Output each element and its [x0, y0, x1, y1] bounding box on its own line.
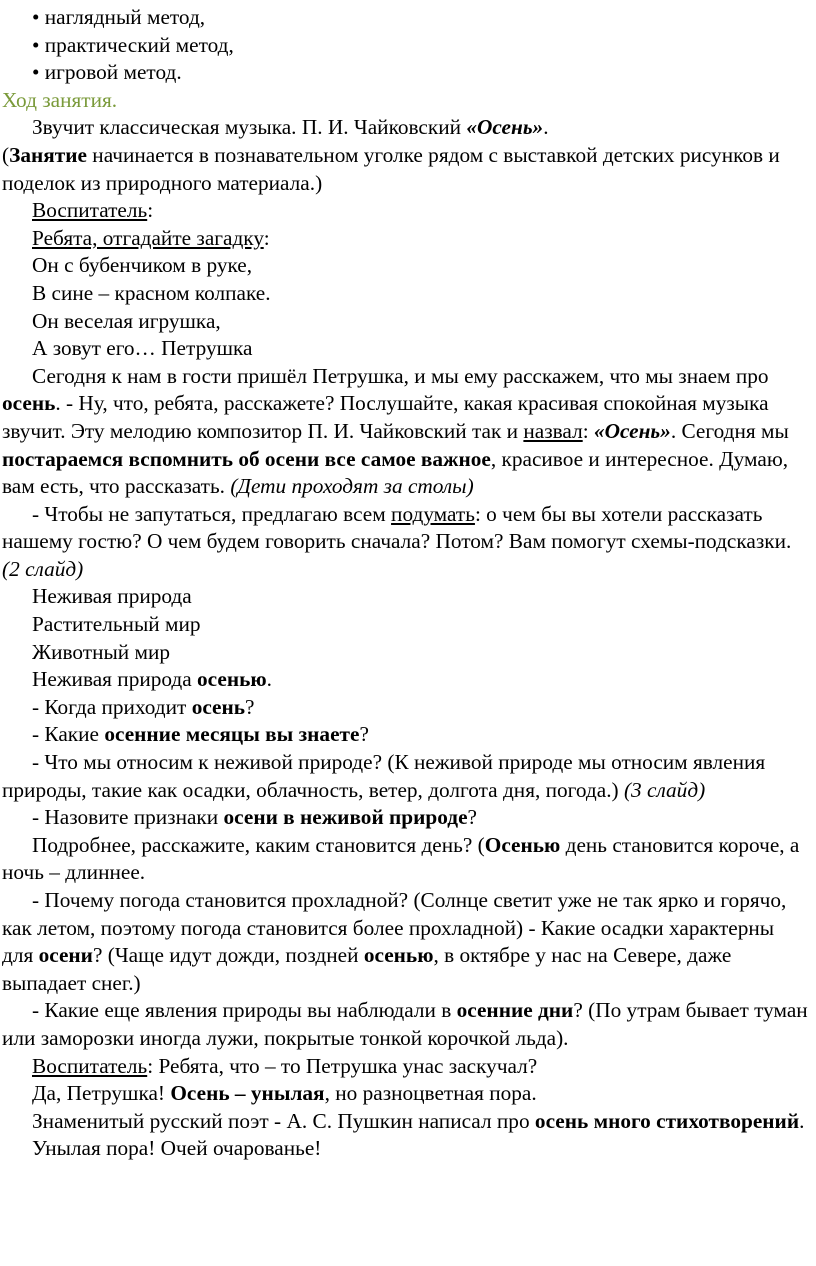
bold-text: осенние дни	[456, 998, 574, 1023]
colon: :	[263, 225, 270, 250]
intro-bold: Занятие	[9, 142, 87, 167]
music-end: .	[543, 115, 549, 140]
riddle-line: Он с бубенчиком в руке,	[32, 253, 253, 278]
intro-note	[2, 142, 808, 197]
riddle-line: В сине – красном колпаке.	[32, 280, 271, 305]
intro-rest: начинается в познавательном уголке рядом с выставкой детских рисунков и поделок из природного материала.)	[2, 142, 780, 195]
text: .	[799, 1108, 805, 1133]
text: ?	[245, 694, 255, 719]
text: - Почему погода становится прохладной? (Солнце светит уже не так ярко и горячо, как летом, поэтому погода становится более прохладной) - Какие осадки характерны для	[2, 888, 787, 968]
text: - Что мы относим к неживой природе? (К неживой природе мы относим явления природы, такие как осадки, облачность, ветер, долгота дня, погода.)	[2, 750, 766, 802]
bold-text: Осенью	[484, 832, 561, 857]
bold-text: постараемся вспомнить об осени все самое важное	[2, 446, 491, 471]
music-work: «Осень»	[466, 115, 544, 140]
question-when	[2, 694, 808, 722]
teacher-label: Воспитатель	[32, 1053, 148, 1078]
text: Да, Петрушка!	[32, 1081, 171, 1106]
bullet-practical: • практический метод,	[32, 32, 234, 57]
italic-note: (Дети проходят за столы)	[230, 474, 474, 499]
text: ? (Чаще идут дожди, поздней	[92, 943, 364, 968]
paragraph-think	[2, 501, 808, 584]
lesson-heading: Ход занятия.	[2, 87, 118, 112]
underlined-text: подумать	[391, 501, 475, 526]
intro-open: (	[2, 142, 10, 167]
text: , в октябре у нас на Севере, даже выпадает снег.)	[2, 943, 732, 995]
riddle-intro: Ребята, отгадайте загадку	[32, 225, 264, 250]
text: ? (По утрам бывает туман или заморозки иногда лужи, покрытые тонкой корочкой льда).	[2, 998, 808, 1050]
text: Подробнее, расскажите, каким становится день? (	[32, 832, 485, 857]
petrushka-line	[2, 1080, 808, 1108]
colon: :	[147, 198, 154, 223]
text: день становится короче, а ночь – длиннее.	[2, 832, 800, 885]
text: Знаменитый русский поэт - А. С. Пушкин написал про	[32, 1108, 535, 1133]
text: ?	[467, 805, 477, 830]
bullet-game: • игровой метод.	[32, 60, 182, 85]
teacher-line	[2, 1053, 808, 1081]
question-months	[2, 721, 808, 749]
text: , красивое и интересное. Думаю, вам есть, что рассказать.	[2, 446, 789, 499]
bold-text: осень	[191, 694, 246, 719]
text: . - Ну, что, ребята, расскажете? Послушайте, какая красивая спокойная музыка звучит. Эту мелодию композитор П. И. Чайковский так и	[2, 391, 769, 443]
riddle-line: А зовут его… Петрушка	[32, 336, 253, 361]
text: - Какие еще явления природы вы наблюдали в	[32, 998, 457, 1023]
question-day	[2, 832, 808, 887]
underlined-text: назвал	[523, 418, 583, 443]
italic-note: (3 слайд)	[623, 777, 706, 802]
question-signs	[2, 804, 808, 832]
text: :	[582, 418, 594, 443]
bold-text: осень	[2, 391, 56, 416]
text: Сегодня к нам в гости пришёл Петрушка, и мы ему расскажем, что мы знаем про	[32, 363, 769, 388]
music-line	[2, 114, 808, 142]
music-text: Звучит классическая музыка. П. И. Чайковский	[32, 115, 467, 140]
paragraph-guest	[2, 363, 808, 501]
bold-italic-text: «Осень»	[593, 418, 671, 443]
bold-text: осени в неживой природе	[223, 805, 468, 830]
text: - Когда приходит	[32, 694, 192, 719]
pushkin-line	[2, 1108, 808, 1136]
italic-note: (2 слайд)	[2, 556, 84, 581]
text: Неживая природа	[32, 667, 198, 692]
bullet-visual: • наглядный метод,	[32, 5, 206, 29]
text: : Ребята, что – то Петрушка унас заскучал?	[147, 1053, 538, 1078]
bold-text: осенние месяцы вы знаете	[104, 722, 360, 747]
text: ?	[359, 722, 369, 747]
schema-item: Животный мир	[32, 639, 171, 664]
line-nezhivaya	[2, 666, 808, 694]
question-phenomena	[2, 997, 808, 1052]
teacher-label-line	[2, 197, 808, 225]
text: : о чем бы вы хотели рассказать нашему гостю? О чем будем говорить сначала? Потом? Вам помогут схемы-подсказки.	[2, 501, 792, 554]
bold-text: Осень – унылая	[170, 1081, 325, 1106]
riddle-intro-line	[2, 225, 808, 253]
text: . Сегодня мы	[670, 418, 789, 443]
text: .	[266, 667, 272, 692]
question-weather	[2, 887, 808, 997]
bold-text: осень много стихотворений	[534, 1108, 800, 1133]
riddle-line: Он веселая игрушка,	[32, 308, 221, 333]
text: - Чтобы не запутаться, предлагаю всем	[32, 501, 392, 526]
bold-text: осенью	[363, 943, 434, 968]
teacher-label: Воспитатель	[32, 198, 148, 223]
poem-line: Унылая пора! Очей очарованье!	[32, 1136, 322, 1161]
schema-item: Неживая природа	[32, 584, 192, 609]
text: - Какие	[32, 722, 105, 747]
text: - Назовите признаки	[32, 805, 224, 830]
bold-text: осенью	[197, 667, 267, 692]
text: , но разноцветная пора.	[324, 1081, 537, 1106]
bold-text: осени	[38, 943, 93, 968]
schema-item: Растительный мир	[32, 612, 201, 637]
question-nonliving	[2, 749, 808, 804]
